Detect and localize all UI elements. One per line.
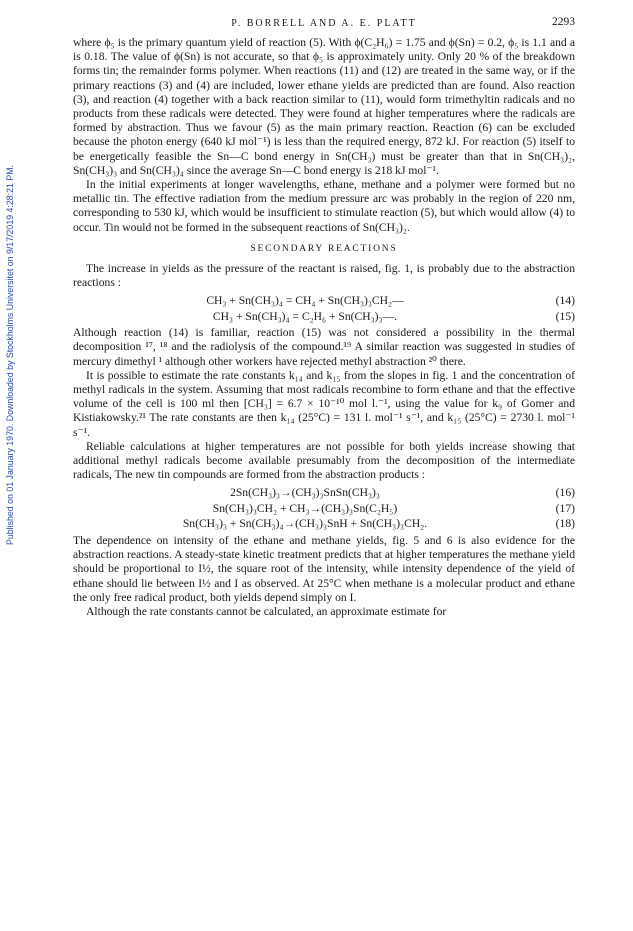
paragraph-7: The dependence on intensity of the ethane and methane yields, fig. 5 and 6 is also evidence for the abstraction reactions. A steady-state kinetic treatment predicts that at higher temperatures the methane yield should be proportional to I½, the square root of the intensity, while intensity dependence of the yield of ethane should lie between I½ and I as observed. At 25°C when methane is a molecular product and ethane the only free radical product, both yields depend simply on I.	[73, 533, 575, 604]
equation-expression: CH₃ + Sn(CH₃)₄ = CH₄ + Sn(CH₃)₃CH₂—	[206, 294, 404, 308]
download-watermark-text: Published on 01 January 1970. Downloaded by Stockholms Universitet on 9/17/2019 4:28:21 PM.	[5, 165, 15, 545]
paragraph-2: In the initial experiments at longer wavelengths, ethane, methane and a polymer were formed but no metallic tin. The effective radiation from the medium pressure arc was probably in the region of 220 nm, corresponding to 530 kJ, which would be insufficient to stimulate reaction (5), but which would allow (4) to occur. Tin would not be formed in the subsequent reactions of Sn(CH₃)₂.	[73, 178, 575, 234]
equation-15	[73, 309, 575, 325]
paragraph-8: Although the rate constants cannot be calculated, an approximate estimate for	[86, 605, 447, 618]
paragraph-6: Reliable calculations at higher temperatures are not possible for both yields increase showing that additional methyl radicals become available presumably from the decomposition of the intermediate radicals, The new tin compounds are formed from the abstraction products :	[73, 439, 575, 482]
equation-16	[73, 485, 575, 501]
equation-group-tin-compounds	[73, 485, 575, 532]
equation-expression: 2Sn(CH₃)₃→(CH₃)₃SnSn(CH₃)₃	[230, 486, 380, 500]
section-heading: SECONDARY REACTIONS	[250, 243, 398, 254]
running-head	[73, 14, 575, 36]
equation-17	[73, 501, 575, 517]
paper-page	[73, 14, 575, 619]
equation-14	[73, 293, 575, 309]
paragraph-3: The increase in yields as the pressure of the reactant is raised, fig. 1, is probably due to the abstraction reactions :	[73, 261, 575, 290]
equation-number: (16)	[555, 486, 575, 500]
paragraph-4: Although reaction (14) is familiar, reaction (15) was not considered a possibility in the thermal decomposition ¹⁷, ¹⁸ and the radiolysis of the compound.¹⁹ A similar reaction was suggested in studies of mercury dimethyl ¹ although other workers have rejected methyl abstraction ²⁰ there.	[73, 326, 575, 368]
paragraph-5: It is possible to estimate the rate constants k₁₄ and k₁₅ from the slopes in fig. 1 and the concentration of methyl radicals in the system. Assuming that most radicals recombine to form ethane and that the effective volume of the cell is 100 ml then [CH₃] = 6.7 × 10⁻¹⁰ mol l.⁻¹, using the value for k₉ of Gomer and Kistiakowsky.²¹ The rate constants are then k₁₄ (25°C) = 131 l. mol⁻¹ s⁻¹, and k₁₅ (25°C) = 2730 l. mol⁻¹ s⁻¹.	[73, 368, 575, 439]
equation-18	[73, 516, 575, 532]
equation-expression: CH₃ + Sn(CH₃)₄ = C₂H₆ + Sn(CH₃)₃—.	[212, 309, 398, 323]
equation-number: (15)	[555, 309, 575, 323]
equation-number: (18)	[555, 517, 575, 531]
equation-expression: Sn(CH₃)₃CH₂ + CH₃→(CH₃)₃Sn(C₂H₅)	[212, 501, 398, 515]
running-head-authors: P. BORRELL AND A. E. PLATT	[231, 18, 417, 29]
equation-group-abstraction	[73, 293, 575, 324]
equation-number: (17)	[555, 501, 575, 515]
equation-number: (14)	[555, 294, 575, 308]
page-number: 2293	[552, 16, 575, 28]
download-watermark	[0, 120, 20, 590]
equation-expression: Sn(CH₃)₃ + Sn(CH₃)₄→(CH₃)₃SnH + Sn(CH₃)₃CH₂.	[182, 517, 428, 531]
paragraph-1: where ϕ₅ is the primary quantum yield of reaction (5). With ϕ(C₂H₆) = 1.75 and ϕ(Sn) = 0.2, ϕ₅ is 1.1 and a is 0.18. The value of ϕ(Sn) is not accurate, so that ϕ₅ is approximately unity. Only 20 % of the breakdown forms tin; the remainder forms polymer. When reactions (11) and (12) are treated in the same way, or if the primary reactions (3) and (4) are included, lower ethane yields are predicted than are found. Also reaction (3), and reaction (4) together with a back reaction similar to (11), would form trimethyltin radicals and no products from these radicals were detected. They were found at higher temperatures where the radicals are formed by abstraction. Thus we favour (5) as the main primary reaction. Reaction (6) can be excluded because the photon energy (640 kJ mol⁻¹) is less than the required energy, 872 kJ. For reaction (5) itself to be energetically feasible the Sn—C bond energy in Sn(CH₃) must be greater than that in Sn(CH₃)₂, Sn(CH₃)₃ and Sn(CH₃)₄ since the average Sn—C bond energy is 218 kJ mol⁻¹.	[73, 36, 575, 177]
